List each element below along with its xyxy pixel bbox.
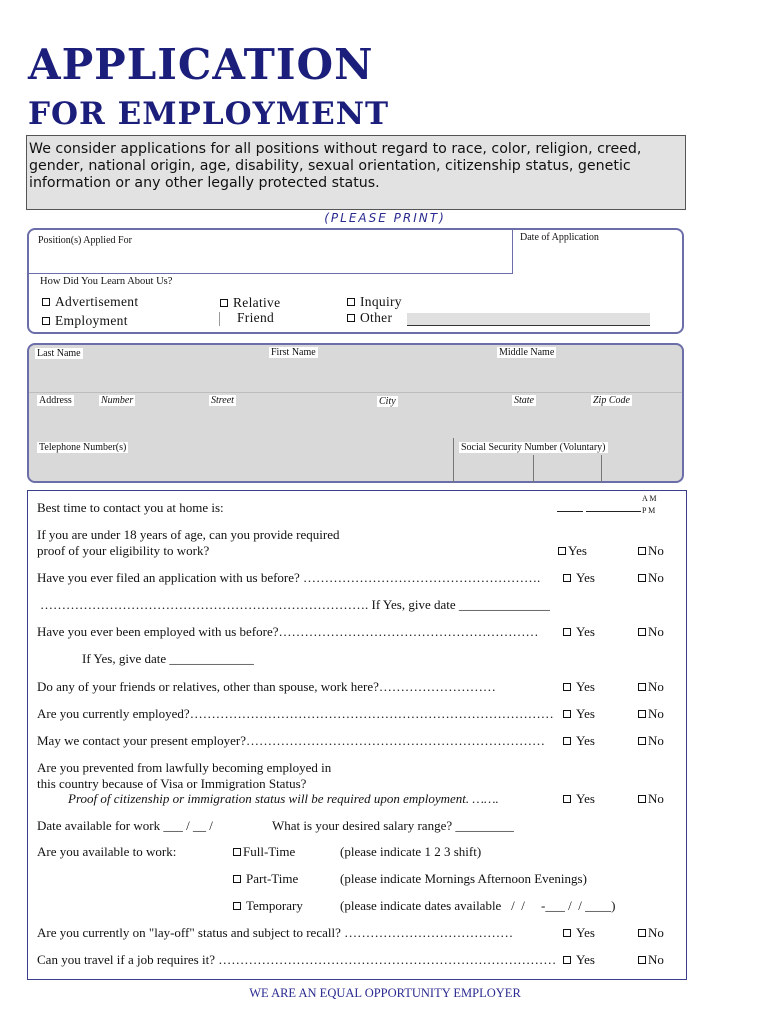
option-friend: Friend	[237, 310, 275, 325]
telephone-field[interactable]	[35, 456, 445, 480]
prevented-note: Proof of citizenship or immigration status will be required upon employment. …….	[68, 791, 499, 806]
divider	[512, 230, 513, 273]
under18-no[interactable]: No	[638, 543, 664, 559]
layoff-question: Are you currently on "lay-off" status and subject to recall? …………………………………	[37, 925, 514, 940]
checkbox-icon[interactable]	[233, 848, 241, 856]
checkbox-icon[interactable]	[563, 956, 571, 964]
date-label: Date of Application	[520, 232, 599, 243]
part-time-note: (please indicate Mornings Afternoon Evenings)	[340, 871, 587, 886]
contact-employer-question: May we contact your present employer?……………………………………………………………	[37, 733, 546, 748]
positions-label: Position(s) Applied For	[38, 235, 132, 246]
contact-employer-no[interactable]: No	[638, 733, 664, 749]
checkbox-icon[interactable]	[638, 683, 646, 691]
checkbox-icon[interactable]	[233, 902, 241, 910]
address-label: Address	[39, 395, 72, 406]
employed-date-field[interactable]: If Yes, give date _____________	[82, 651, 254, 666]
checkbox-icon[interactable]	[638, 547, 646, 555]
checkbox-icon[interactable]	[42, 317, 50, 325]
ssn-label: Social Security Number (Voluntary)	[461, 442, 606, 453]
checkbox-icon[interactable]	[347, 298, 355, 306]
address-field[interactable]	[35, 409, 675, 437]
city-label: City	[379, 396, 396, 407]
travel-question: Can you travel if a job requires it? ……………………………………………………………………	[37, 952, 557, 967]
am-label: A M	[642, 494, 657, 503]
employed-before-question: Have you ever been employed with us before?……………………………………………………	[37, 624, 539, 639]
page-title: APPLICATION	[28, 40, 374, 89]
filed-before-yes[interactable]: Yes	[563, 570, 595, 586]
employed-before-no[interactable]: No	[638, 624, 664, 640]
divider	[29, 273, 513, 274]
zip-label: Zip Code	[593, 395, 630, 406]
filed-before-question: Have you ever filed an application with us before? ……………………………………………….	[37, 570, 541, 585]
checkbox-icon[interactable]	[638, 574, 646, 582]
ssn-field[interactable]	[459, 456, 674, 480]
salary-field[interactable]: What is your desired salary range? _________	[272, 818, 514, 833]
travel-no[interactable]: No	[638, 952, 664, 968]
contact-employer-yes[interactable]: Yes	[563, 733, 595, 749]
friends-no[interactable]: No	[638, 679, 664, 695]
friends-yes[interactable]: Yes	[563, 679, 595, 695]
option-advertisement[interactable]: Advertisement	[42, 294, 138, 310]
state-label: State	[514, 395, 534, 406]
checkbox-icon[interactable]	[638, 737, 646, 745]
other-input[interactable]	[407, 313, 650, 326]
option-inquiry[interactable]: Inquiry	[347, 294, 402, 310]
last-name-label: Last Name	[37, 348, 81, 359]
checkbox-icon[interactable]	[638, 929, 646, 937]
checkbox-icon[interactable]	[638, 628, 646, 636]
option-employment[interactable]: Employment	[42, 313, 128, 329]
layoff-no[interactable]: No	[638, 925, 664, 941]
date-field[interactable]	[517, 244, 677, 270]
friends-question: Do any of your friends or relatives, other than spouse, work here?………………………	[37, 679, 496, 694]
part-time-option[interactable]: Part-Time	[233, 871, 298, 887]
divider	[453, 438, 454, 483]
checkbox-icon[interactable]	[233, 875, 241, 883]
equal-opportunity-footer: WE ARE AN EQUAL OPPORTUNITY EMPLOYER	[249, 986, 521, 1000]
currently-employed-no[interactable]: No	[638, 706, 664, 722]
middle-name-label: Middle Name	[499, 347, 555, 358]
positions-field[interactable]	[35, 248, 510, 270]
temporary-option[interactable]: Temporary	[233, 898, 303, 914]
option-relative[interactable]: Relative	[220, 295, 280, 311]
date-available-field[interactable]: Date available for work ___ / __ /	[37, 818, 213, 833]
checkbox-icon[interactable]	[563, 683, 571, 691]
street-label: Street	[211, 395, 234, 406]
best-time-field[interactable]	[557, 511, 583, 512]
best-time-field[interactable]	[586, 511, 641, 512]
checkbox-icon[interactable]	[638, 710, 646, 718]
prevented-question: Are you prevented from lawfully becoming employed in	[37, 760, 332, 775]
first-name-label: First Name	[271, 347, 316, 358]
filed-date-field[interactable]: …………………………………………………………………. If Yes, give date ______________	[40, 597, 550, 612]
employed-before-yes[interactable]: Yes	[563, 624, 595, 640]
name-field[interactable]	[35, 361, 675, 391]
prevented-question: this country because of Visa or Immigration Status?	[37, 776, 307, 791]
checkbox-icon[interactable]	[220, 299, 228, 307]
divider	[219, 312, 220, 326]
divider	[533, 455, 534, 483]
currently-employed-yes[interactable]: Yes	[563, 706, 595, 722]
under18-question: proof of your eligibility to work?	[37, 543, 210, 558]
divider	[29, 392, 682, 393]
checkbox-icon[interactable]	[563, 628, 571, 636]
checkbox-icon[interactable]	[563, 737, 571, 745]
checkbox-icon[interactable]	[563, 574, 571, 582]
best-time-question: Best time to contact you at home is:	[37, 500, 224, 515]
number-label: Number	[101, 395, 134, 406]
please-print-note: (PLEASE PRINT)	[324, 211, 446, 225]
checkbox-icon[interactable]	[563, 929, 571, 937]
prevented-no[interactable]: No	[638, 791, 664, 807]
travel-yes[interactable]: Yes	[563, 952, 595, 968]
under18-question: If you are under 18 years of age, can you provide required	[37, 527, 340, 542]
prevented-yes[interactable]: Yes	[563, 791, 595, 807]
telephone-label: Telephone Number(s)	[39, 442, 127, 453]
checkbox-icon[interactable]	[638, 956, 646, 964]
full-time-note: (please indicate 1 2 3 shift)	[340, 844, 482, 859]
personal-info-section	[27, 343, 684, 483]
option-other[interactable]: Other	[347, 310, 392, 326]
pm-label: P M	[642, 506, 656, 515]
available-to-work-question: Are you available to work:	[37, 844, 177, 859]
filed-before-no[interactable]: No	[638, 570, 664, 586]
checkbox-icon[interactable]	[42, 298, 50, 306]
checkbox-icon[interactable]	[558, 547, 566, 555]
layoff-yes[interactable]: Yes	[563, 925, 595, 941]
page-subtitle: FOR EMPLOYMENT	[28, 96, 390, 132]
policy-statement: We consider applications for all positions without regard to race, color, religion, creed, gender, national origin, age, disability, sexual orientation, citizenship status, genetic information or any other legally protected status.	[26, 135, 686, 210]
how-learn-label: How Did You Learn About Us?	[40, 276, 173, 287]
full-time-option[interactable]: Full-Time	[233, 844, 295, 860]
temporary-note[interactable]: (please indicate dates available / / -___ / / ____)	[340, 898, 616, 913]
currently-employed-question: Are you currently employed?…………………………………………………………………………	[37, 706, 554, 721]
checkbox-icon[interactable]	[638, 795, 646, 803]
position-section	[27, 228, 684, 334]
checkbox-icon[interactable]	[563, 795, 571, 803]
divider	[601, 455, 602, 483]
under18-yes[interactable]: Yes	[558, 543, 587, 559]
checkbox-icon[interactable]	[563, 710, 571, 718]
checkbox-icon[interactable]	[347, 314, 355, 322]
